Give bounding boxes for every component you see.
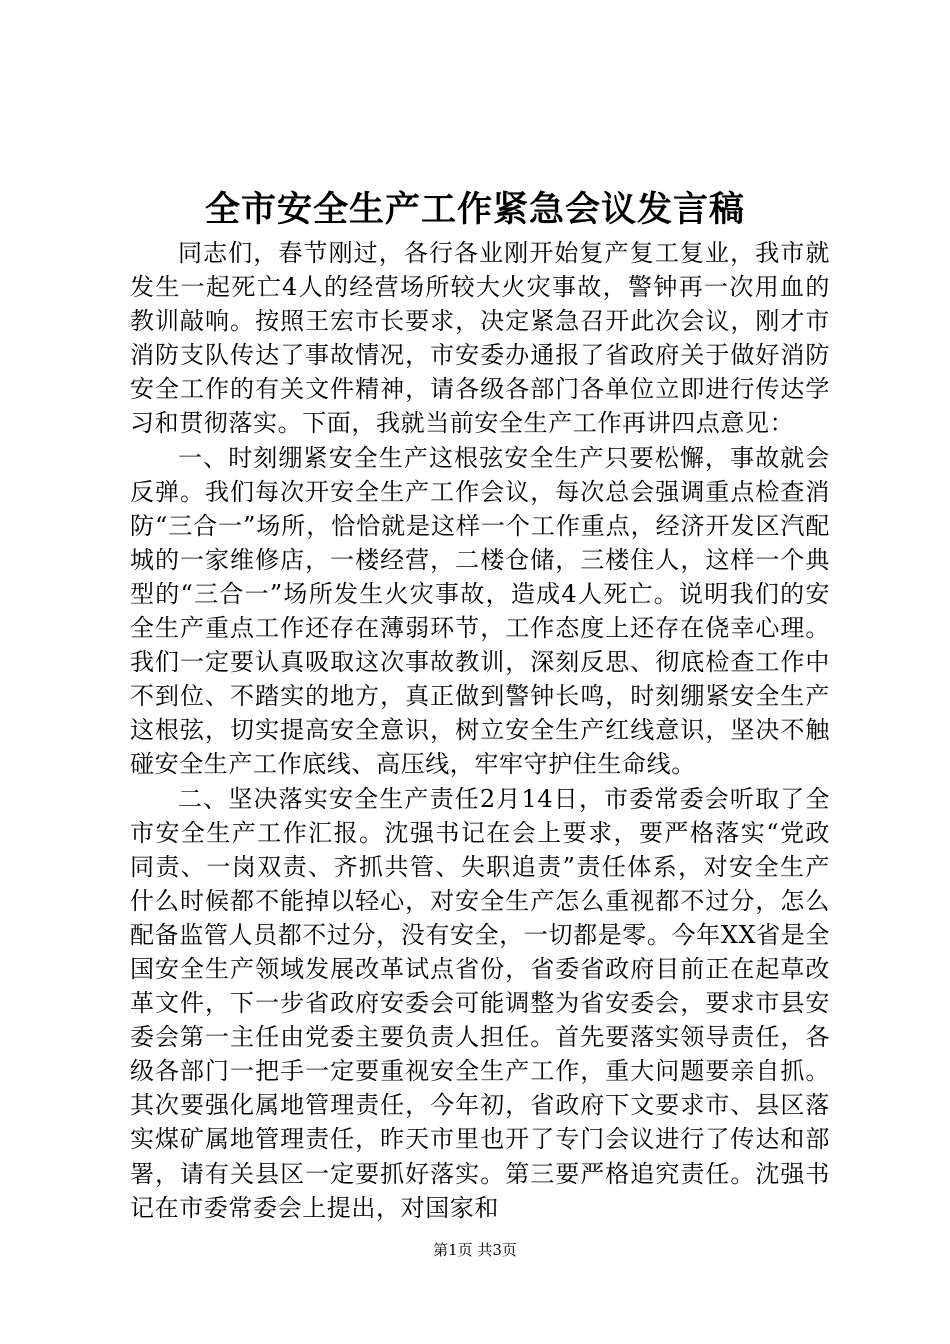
page-number-footer: 第1页 共3页 — [433, 1241, 517, 1259]
document-title: 全市安全生产工作紧急会议发言稿 — [204, 189, 745, 230]
document-body — [130, 236, 830, 1225]
paragraph-point-two: 二、坚决落实安全生产责任2月14日，市委常委会听取了全市安全生产工作汇报。沈强书记在会上要求，要严格落实“党政同责、一岗双责、齐抓共管、失职追责”责任体系，对安全生产什么时候都不能掉以轻心，对安全生产怎么重视都不过分，怎么配备监管人员都不过分，没有安全，一切都是零。今年XX省是全国安全生产领域发展改革试点省份，省委省政府目前正在起草改革文件，下一步省政府安委会可能调整为省安委会，要求市县安委会第一主任由党委主要负责人担任。首先要落实领导责任，各级各部门一把手一定要重视安全生产工作，重大问题要亲自抓。其次要强化属地管理责任，今年初，省政府下文要求市、县区落实煤矿属地管理责任，昨天市里也开了专门会议进行了传达和部署，请有关县区一定要抓好落实。第三要严格追究责任。沈强书记在市委常委会上提出，对国家和 — [130, 784, 830, 1222]
paragraph-point-one: 一、时刻绷紧安全生产这根弦安全生产只要松懈，事故就会反弹。我们每次开安全生产工作会议，每次总会强调重点检查消防“三合一”场所，恰恰就是这样一个工作重点，经济开发区汽配城的一家维修店，一楼经营，二楼仓储，三楼住人，这样一个典型的“三合一”场所发生火灾事故，造成4人死亡。说明我们的安全生产重点工作还存在薄弱环节，工作态度上还存在侥幸心理。我们一定要认真吸取这次事故教训，深刻反思、彻底检查工作中不到位、不踏实的地方，真正做到警钟长鸣，时刻绷紧安全生产这根弦，切实提高安全意识，树立安全生产红线意识，坚决不触碰安全生产工作底线、高压线，牢牢守护住生命线。 — [130, 443, 830, 779]
paragraph-intro: 同志们，春节刚过，各行各业刚开始复产复工复业，我市就发生一起死亡4人的经营场所较大火灾事故，警钟再一次用血的教训敲响。按照王宏市长要求，决定紧急召开此次会议，刚才市消防支队传达了事故情况，市安委办通报了省政府关于做好消防安全工作的有关文件精神，请各级各部门各单位立即进行传达学习和贯彻落实。下面，我就当前安全生产工作再讲四点意见： — [130, 239, 830, 438]
